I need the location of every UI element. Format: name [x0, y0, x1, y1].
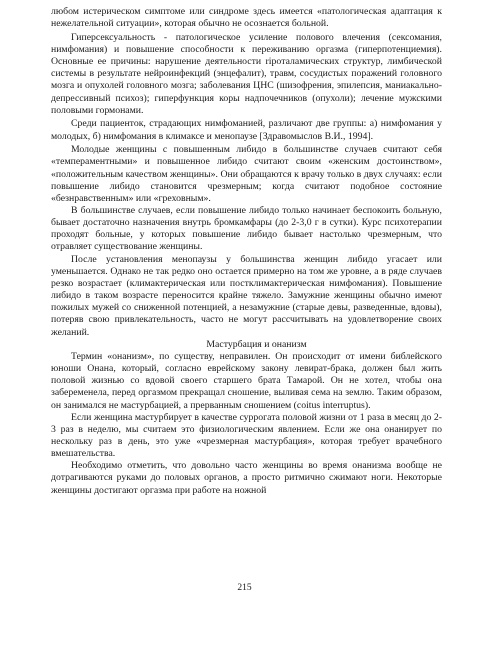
paragraph-menopause: После установления менопаузы у большинства женщин либидо угасает или уменьшается. Однако не так редко оно остается примерно на том же уровне, а в ряде случаев резко возрастает (климактерическая или постклимактерическая нимфомания). Повышение либидо в таком возрасте переносится крайне тяжело. Замужние женщины обычно имеют пожилых мужей со сниженной потенцией, а незамужние (старые девы, разведенные, вдовы), потеряв свою привлекательность, часто не могут рассчитывать на удовлетворение своих желаний.: [51, 253, 442, 338]
paragraph-continuation: любом истерическом симптоме или синдроме здесь имеется «патологическая адаптация к нежелательной ситуации», которая обычно не осознается больной.: [51, 6, 442, 30]
paragraph-young-women: Молодые женщины с повышенным либидо в большинстве случаев считают себя «темпераментными» и повышенное либидо считают своим «женским достоинством», «положительным качеством женщины». Они обращаются к врачу только в двух случаях: если повышение либидо становится чрезмерным; когда считают подобное состояние «безнравственным» или «греховным».: [51, 144, 442, 204]
paragraph-hypersexuality: Гиперсексуальность - патологическое усиление полового влечения (сексомания, нимфомания) и повышение способности к переживанию оргазма (гиперпотенциемия). Основные ее причины: нарушение деятельности ripoталамических структур, лимбической системы в результате нейроинфекций (энцефалит), травм, сосудистых поражений головного мозга и опухолей головного мозга; заболевания ЦНС (шизофрения, эпилепсия, маниакально-депрессивный психоз); гиперфункция коры надпочечников (опухоли); лечение мужскими половыми гормонами.: [51, 31, 442, 116]
paragraph-onanism-term: Термин «онанизм», по существу, неправилен. Он происходит от имени библейского юноши Онана, который, согласно еврейскому закону левират-бракa, должен был жить половой жизнью со вдовой своего старшего брата Тамарой. Он не хотел, чтобы она забеременела, перед оргазмом прекращал сношение, выливая сема на землю. Таким образом, он занимался не мастурбацией, а прерванным сношением (coitus interruptus).: [51, 350, 442, 411]
paragraph-treatment: В большинстве случаев, если повышение либидо только начинает беспокоить больную, бывает достаточно назначения внутрь бромкамфары (до 2-3,0 г в сутки). Курс психотерапии проходят больные, у которых повышение либидо бывает настолько чрезмерным, что отравляет существование женщины.: [51, 205, 442, 253]
page-number: 215: [237, 583, 252, 593]
paragraph-nymphomania-groups: Среди пациенток, страдающих нимфоманией, различают две группы: а) нимфомания у молодых, б) нимфомания в климаксе и менопаузе [Здравомыслов В.И., 1994].: [51, 118, 442, 142]
section-heading: Мастурбация и онанизм: [206, 338, 307, 350]
paragraph-masturbation-frequency: Если женщина мастурбирует в качестве суррогата половой жизни от 1 раза в месяц до 2-3 раз в неделю, мы считаем это физиологическим явлением. Если же она онанирует по нескольку раз в день, это уже «чрезмерная мастурбация», которая требует врачебного вмешательства.: [51, 411, 442, 460]
paragraph-note: Необходимо отметить, что довольно часто женщины во время онанизма вообще не дотрагиваются руками до половых органов, а просто ритмично сжимают ноги. Некоторые женщины достигают оргазма при работе на ножной: [51, 460, 442, 496]
